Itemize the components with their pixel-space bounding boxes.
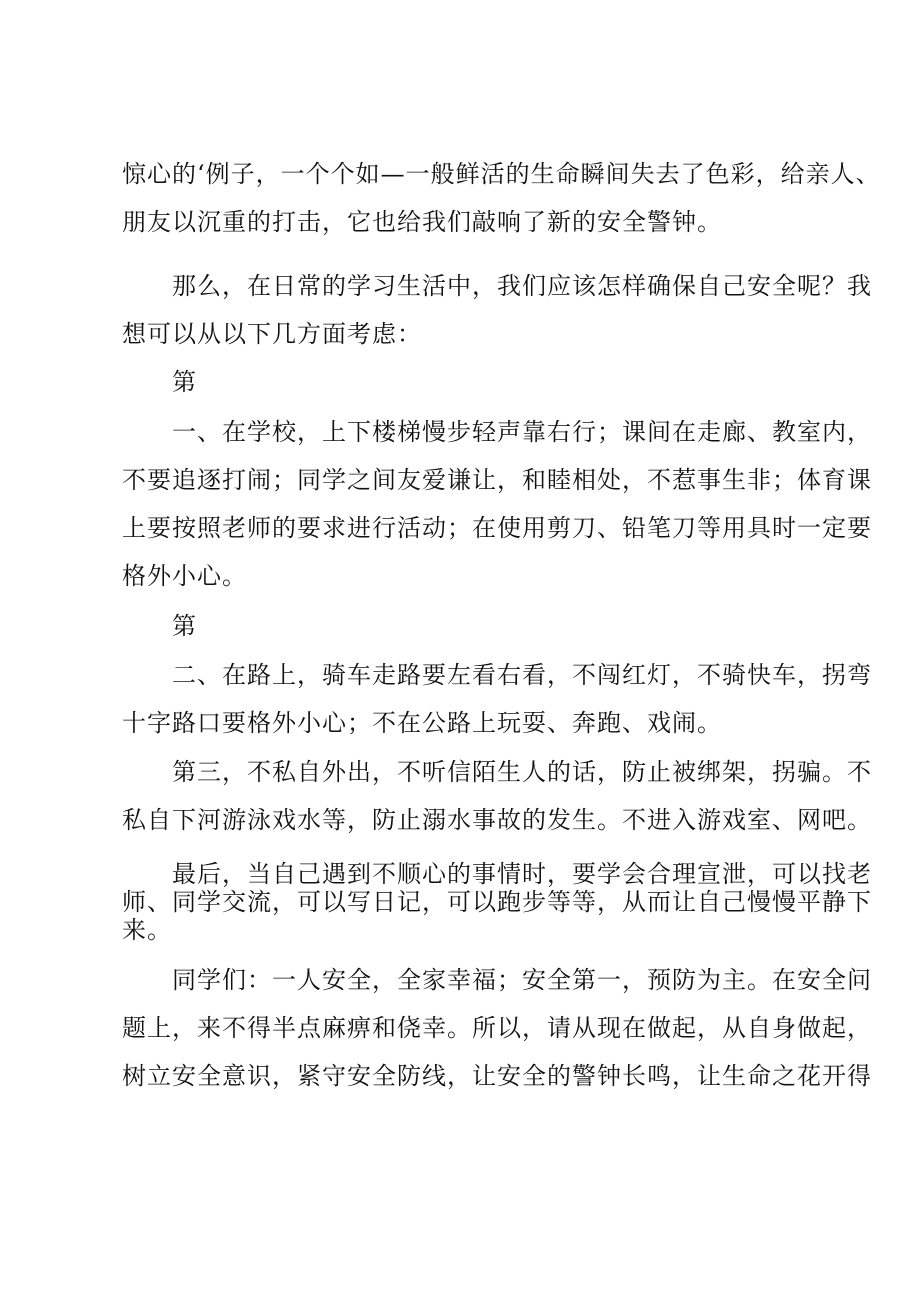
paragraph-first-marker <box>122 358 822 406</box>
text-line: 想可以从以下几方面考虑： <box>122 320 422 348</box>
paragraph-closing <box>122 956 872 1100</box>
paragraph-warning-bell <box>122 150 881 246</box>
text-line: 不要追逐打闹；同学之间友爱谦让，和睦相处，不惹事生非；体育课 <box>122 466 872 494</box>
text-line: 同学们：一人安全，全家幸福；安全第一，预防为主。在安全问 <box>172 966 872 994</box>
text-line: 第三，不私自外出，不听信陌生人的话，防止被绑架，拐骗。不 <box>172 758 872 786</box>
text-line: 第 <box>172 368 197 396</box>
text-line: 题上，来不得半点麻痹和侥幸。所以，请从现在做起，从自身做起， <box>122 1014 872 1042</box>
text-line: 格外小心。 <box>122 562 247 590</box>
text-line: 私自下河游泳戏水等，防止溺水事故的发生。不进入游戏室、网吧。 <box>122 806 872 834</box>
paragraph-finally <box>122 860 872 944</box>
paragraph-on-the-road <box>122 651 872 747</box>
text-line: 那么，在日常的学习生活中，我们应该怎样确保自己安全呢？我 <box>172 272 872 300</box>
text-line: 十字路口要格外小心；不在公路上玩耍、奔跑、戏闹。 <box>122 709 722 737</box>
paragraph-second-marker <box>122 602 822 650</box>
text-line: 二、在路上，骑车走路要左看右看，不闯红灯，不骑快车，拐弯 <box>172 661 872 689</box>
text-line: 师、同学交流，可以写日记，可以跑步等等，从而让自己慢慢平静下 <box>122 888 872 916</box>
text-line: 上要按照老师的要求进行活动；在使用剪刀、铅笔刀等用具时一定要 <box>122 514 872 542</box>
text-line: 惊心的‘例子，一个个如—一般鲜活的生命瞬间失去了色彩，给亲人、 <box>122 160 881 188</box>
text-line: 来。 <box>122 916 172 944</box>
text-line: 朋友以沉重的打击，它也给我们敲响了新的安全警钟。 <box>122 208 722 236</box>
text-line: 树立安全意识，紧守安全防线，让安全的警钟长鸣，让生命之花开得 <box>122 1062 872 1090</box>
paragraph-third <box>122 748 872 844</box>
paragraph-how-to-stay-safe <box>122 262 872 358</box>
text-line: 一、在学校，上下楼梯慢步轻声靠右行；课间在走廊、教室内， <box>172 418 872 446</box>
text-line: 最后，当自己遇到不顺心的事情时，要学会合理宣泄，可以找老 <box>172 860 872 888</box>
paragraph-at-school <box>122 408 872 600</box>
text-line: 第 <box>172 612 197 640</box>
